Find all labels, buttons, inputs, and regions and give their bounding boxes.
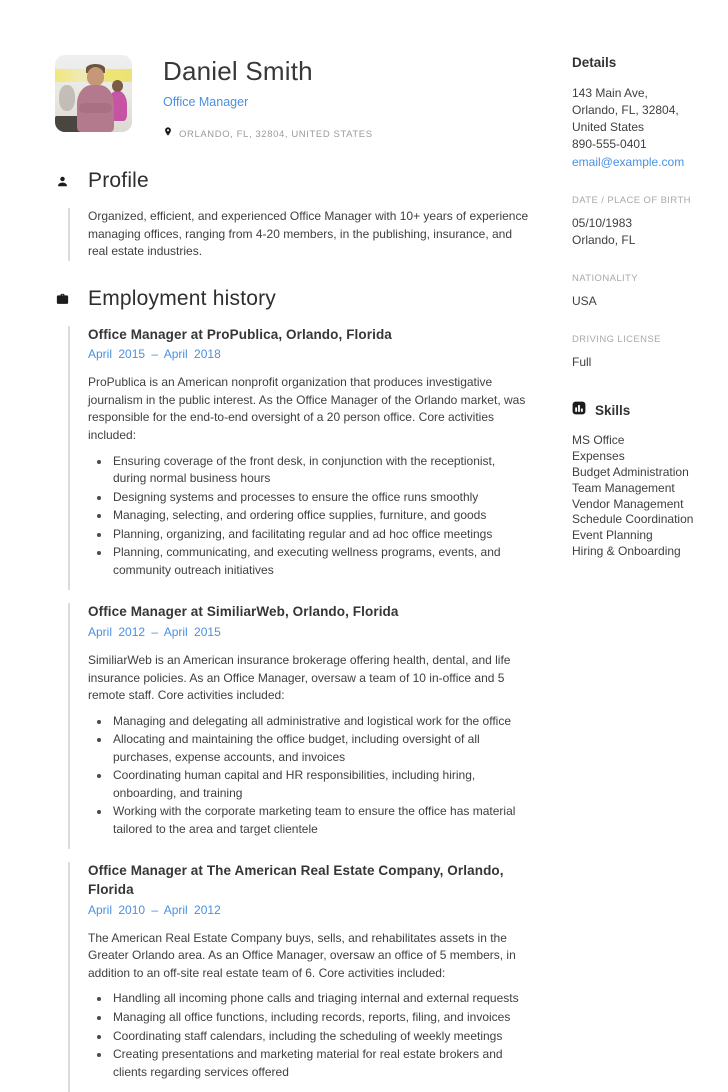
skill-item: Event Planning xyxy=(572,528,653,543)
nationality-label: NATIONALITY xyxy=(572,273,638,285)
skill-item: MS Office xyxy=(572,433,625,448)
address: 143 Main Ave, Orlando, FL, 32804, United States xyxy=(572,86,679,135)
profile-section-heading xyxy=(55,169,529,193)
photo-background-person xyxy=(59,85,75,111)
job-description: ProPublica is an American nonprofit organization that produces investigative journalism in the public interest. As the Office Manager of the Orlando market, was responsible for the end-to-end oversight of a 20 person office. Core activities included: xyxy=(88,375,526,442)
job-bullet: • Managing, selecting, and ordering office supplies, furniture, and goods xyxy=(111,507,529,525)
job-entry xyxy=(68,326,529,591)
person-icon xyxy=(55,174,88,189)
candidate-name: Daniel Smith xyxy=(163,56,313,86)
email-link[interactable]: email@example.com xyxy=(572,155,685,170)
license-value: Full xyxy=(572,355,592,370)
job-bullet: • Handling all incoming phone calls and triaging internal and external requests xyxy=(111,990,529,1008)
skill-item: Team Management xyxy=(572,480,675,495)
resume-header xyxy=(55,55,529,143)
profile-photo xyxy=(55,55,132,132)
job-description: SimiliarWeb is an American insurance brokerage offering health, dental, and life insurance policies. As an Office Manager, oversaw a team of 10 in-office and 5 remote staff. Core activities included: xyxy=(88,653,511,703)
skills-list xyxy=(572,433,696,560)
skill-item: Budget Administration xyxy=(572,464,689,479)
candidate-job-title: Office Manager xyxy=(163,95,249,109)
profile-heading: Profile xyxy=(88,169,149,192)
employment-section-heading xyxy=(55,287,529,311)
job-bullet: • Working with the corporate marketing team to ensure the office has material tailored to the area and target clientele xyxy=(111,803,529,838)
profile-block xyxy=(68,208,529,261)
candidate-location: ORLANDO, FL, 32804, UNITED STATES xyxy=(179,128,373,140)
sidebar xyxy=(572,55,696,1092)
briefcase-icon xyxy=(55,291,88,306)
job-bullet: • Creating presentations and marketing material for real estate brokers and clients regarding services offered xyxy=(111,1046,529,1081)
skill-item: Schedule Coordination xyxy=(572,512,694,527)
job-bullet: • Planning, communicating, and executing wellness programs, events, and community outreach initiatives xyxy=(111,544,529,579)
photo-person-head xyxy=(87,67,104,86)
nationality-value: USA xyxy=(572,294,597,309)
location-row xyxy=(163,125,373,143)
job-bullet: • Allocating and maintaining the office budget, including oversight of all purchases, expense accounts, and invoices xyxy=(111,731,529,766)
birth-label: DATE / PLACE OF BIRTH xyxy=(572,195,691,207)
job-bullet: • Designing systems and processes to ensure the office runs smoothly xyxy=(111,489,529,507)
main-column xyxy=(55,55,529,1092)
employment-heading: Employment history xyxy=(88,286,276,310)
job-dates: April 2015 – April 2018 xyxy=(88,347,221,362)
bar-chart-icon xyxy=(572,401,586,420)
skill-item: Vendor Management xyxy=(572,496,684,511)
skills-heading: Skills xyxy=(595,403,631,419)
job-title: Office Manager at The American Real Estate Company, Orlando, Florida xyxy=(88,863,504,898)
job-description: The American Real Estate Company buys, sells, and rehabilitates assets in the Greater Orlando area. As an Office Manager, oversaw an office of 5 members, in addition to an off-site real estate team of 6. Core activities included: xyxy=(88,930,516,980)
job-bullet: • Managing and delegating all administrative and logistical work for the office xyxy=(111,713,529,731)
job-bullet: • Coordinating human capital and HR responsibilities, including hiring, onboarding, and training xyxy=(111,767,529,802)
job-bullet-list xyxy=(88,453,529,580)
job-entry xyxy=(68,862,529,1092)
skill-item: Hiring & Onboarding xyxy=(572,544,681,559)
job-bullet: • Planning, organizing, and facilitating regular and ad hoc office meetings xyxy=(111,526,529,544)
job-dates: April 2010 – April 2012 xyxy=(88,902,221,917)
job-bullet: • Coordinating staff calendars, including the scheduling of weekly meetings xyxy=(111,1028,529,1046)
job-bullet: • Managing all office functions, including records, reports, filing, and invoices xyxy=(111,1009,529,1027)
skills-section-heading xyxy=(572,401,696,420)
job-bullet-list xyxy=(88,990,529,1081)
birth-date: 05/10/1983 xyxy=(572,216,633,231)
details-heading: Details xyxy=(572,55,617,70)
skill-item: Expenses xyxy=(572,449,625,464)
license-label: DRIVING LICENSE xyxy=(572,334,661,346)
job-title: Office Manager at ProPublica, Orlando, Florida xyxy=(88,326,392,342)
birth-place: Orlando, FL xyxy=(572,233,636,248)
job-title: Office Manager at SimiliarWeb, Orlando, Florida xyxy=(88,604,399,620)
job-dates: April 2012 – April 2015 xyxy=(88,625,221,639)
location-pin-icon xyxy=(163,125,173,143)
profile-text: Organized, efficient, and experienced Office Manager with 10+ years of experience managing offices, ranging from 4-20 members, in the publishing, insurance, and real estate industries. xyxy=(88,209,529,259)
job-entry xyxy=(68,603,529,849)
job-bullet: • Ensuring coverage of the front desk, in conjunction with the receptionist, during normal business hours xyxy=(111,453,529,488)
header-text xyxy=(163,55,373,143)
job-bullet-list xyxy=(88,713,529,839)
photo-person-arms xyxy=(79,103,112,113)
phone-number: 890-555-0401 xyxy=(572,137,647,152)
